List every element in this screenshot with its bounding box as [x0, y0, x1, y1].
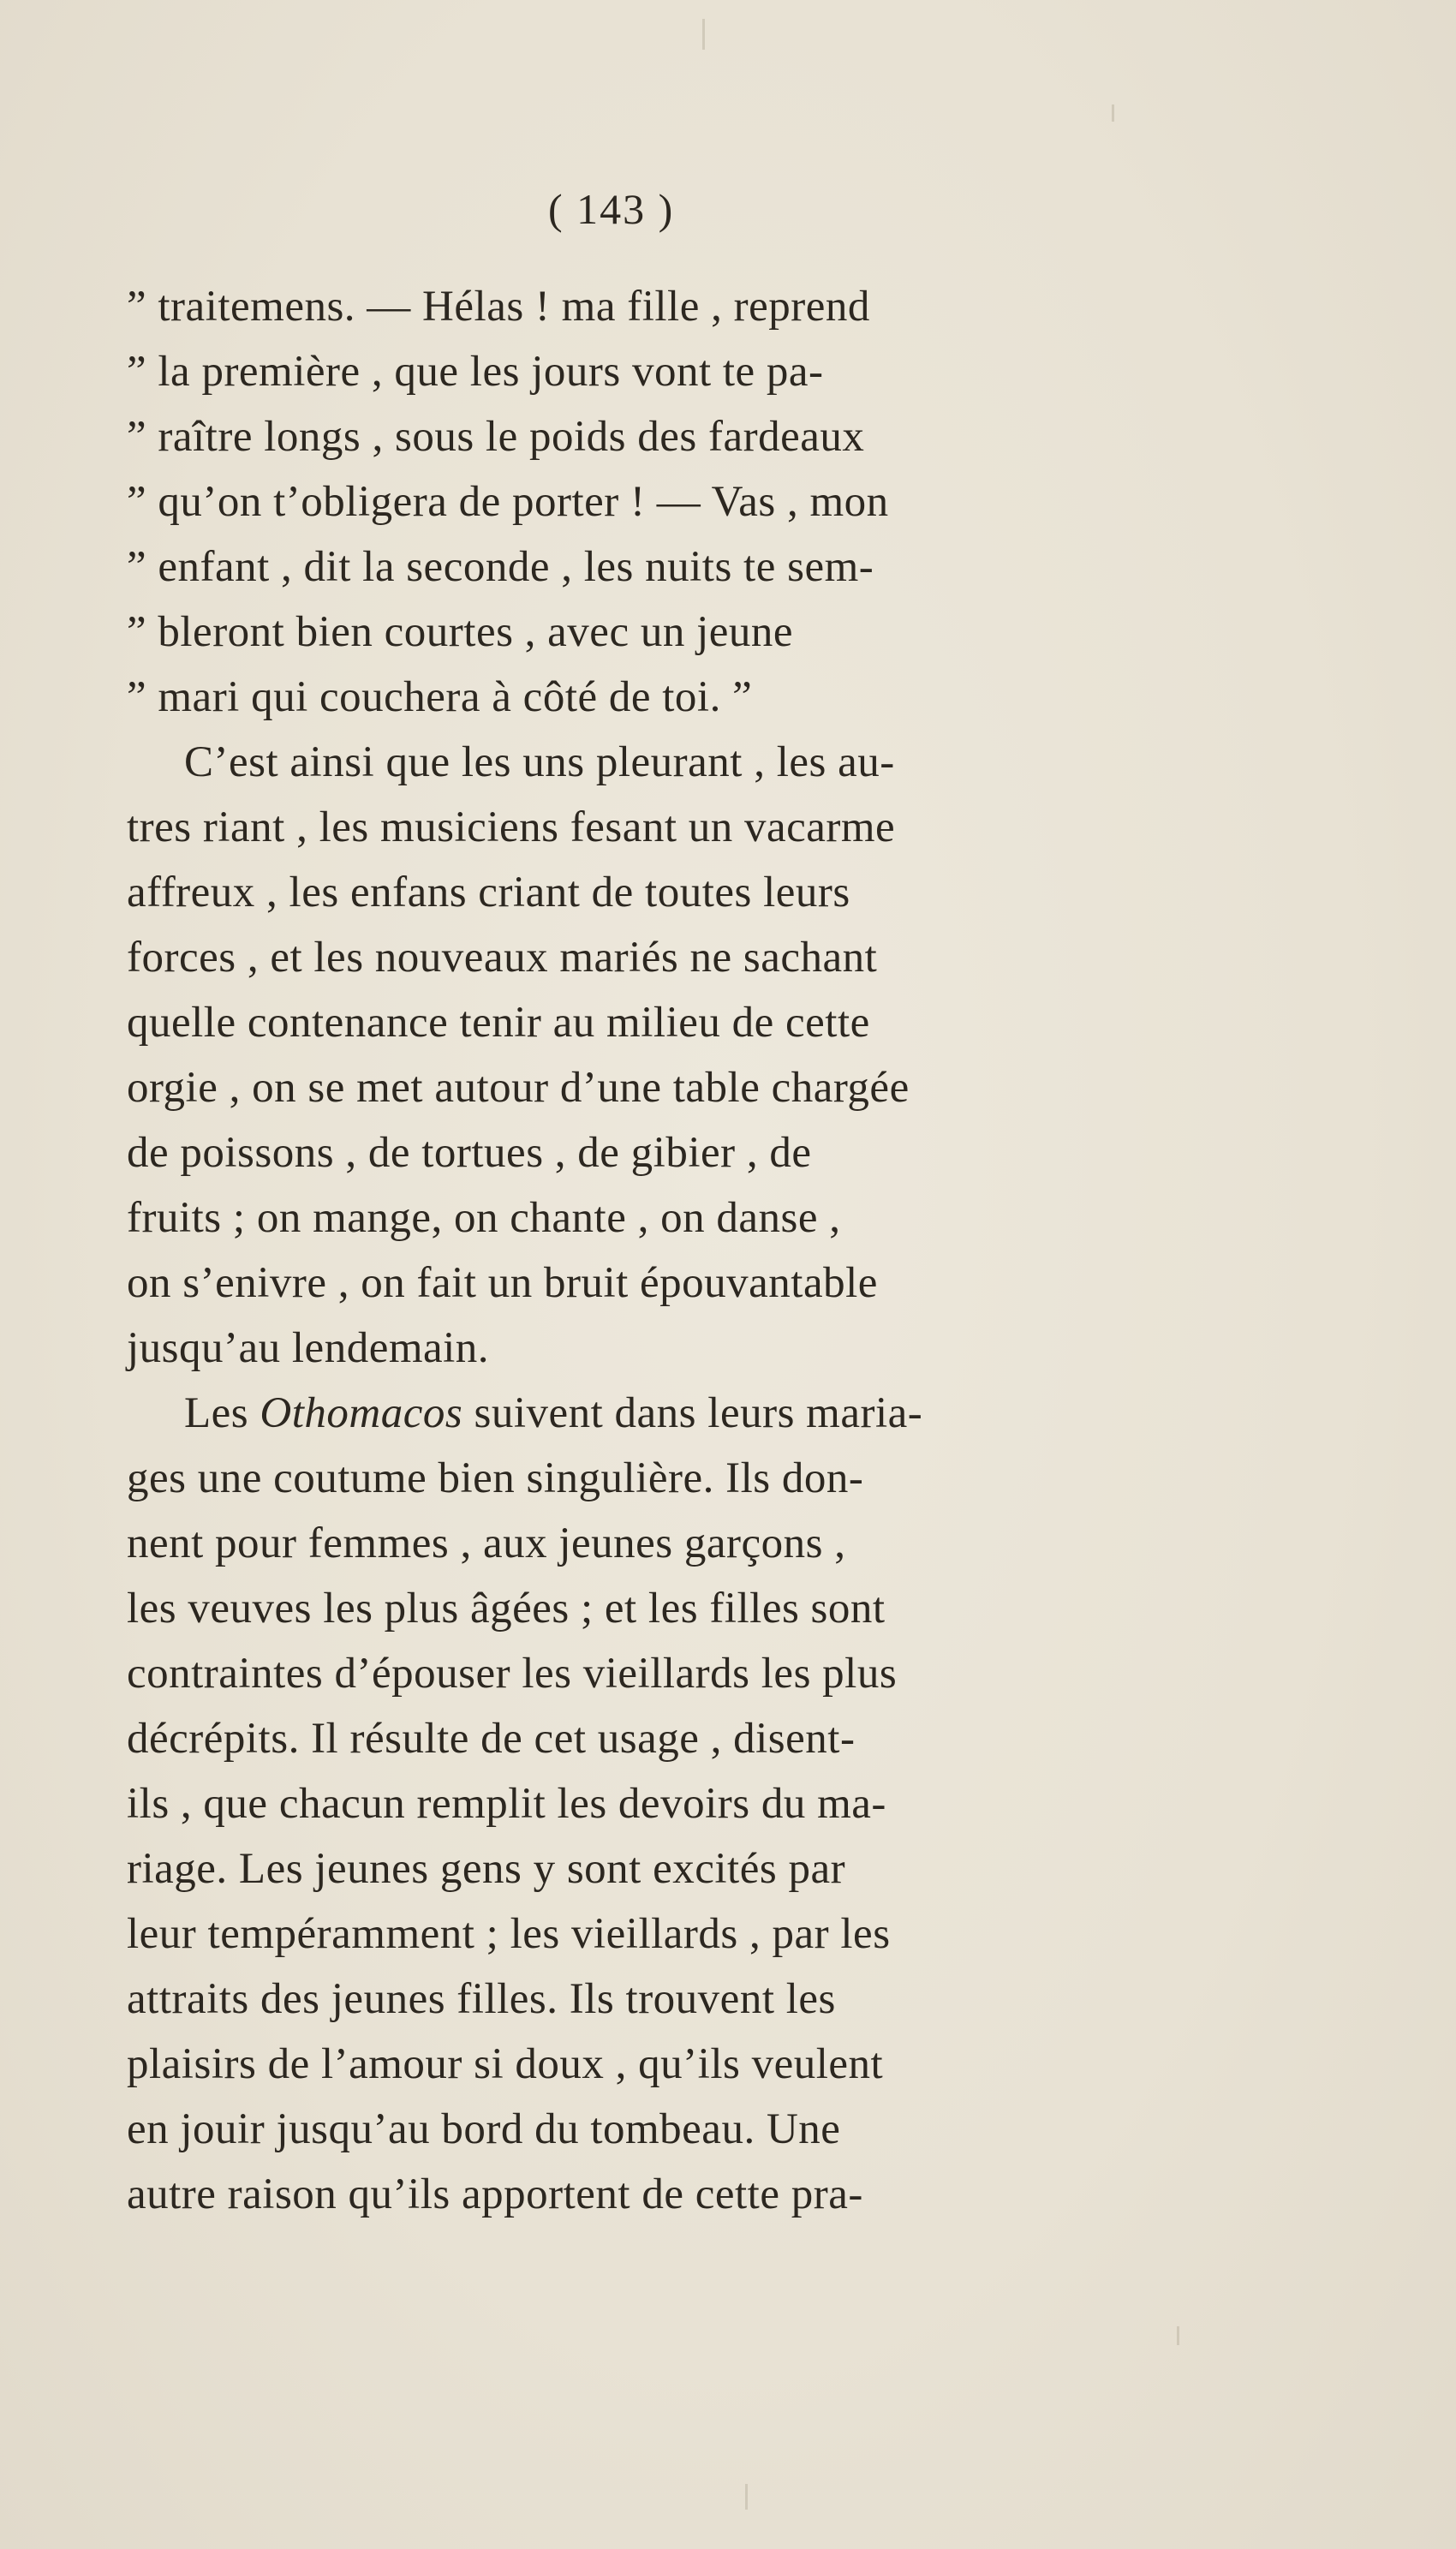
text-line: ” traitemens. — Hélas ! ma fille , reprend	[127, 283, 870, 331]
text-line: nent pour femmes , aux jeunes garçons ,	[127, 1519, 846, 1567]
text-line: on s’enivre , on fait un bruit épouvantable	[127, 1259, 878, 1307]
paper-mark	[702, 19, 705, 50]
text-line: quelle contenance tenir au milieu de cette	[127, 999, 870, 1047]
text-line: ” enfant , dit la seconde , les nuits te sem-	[127, 543, 874, 591]
text-line: ” raître longs , sous le poids des fardeaux	[127, 413, 865, 461]
text-line: tres riant , les musiciens fesant un vacarme	[127, 803, 896, 851]
text-line: ils , que chacun remplit les devoirs du ma-	[127, 1780, 886, 1828]
text-line: plaisirs de l’amour si doux , qu’ils veulent	[127, 2040, 884, 2088]
text-line: ges une coutume bien singulière. Ils don-	[127, 1454, 864, 1502]
text-line: ” qu’on t’obligera de porter ! — Vas , mon	[127, 478, 889, 526]
text-line: ” bleront bien courtes , avec un jeune	[127, 608, 794, 656]
paper-mark	[1177, 2326, 1179, 2345]
page-number-header: ( 143 )	[548, 185, 675, 233]
text-line: les veuves les plus âgées ; et les filles sont	[127, 1585, 886, 1633]
text-line: affreux , les enfans criant de toutes leurs	[127, 869, 850, 916]
text-line: orgie , on se met autour d’une table chargée	[127, 1064, 910, 1112]
text-line: leur tempéramment ; les vieillards , par les	[127, 1910, 891, 1958]
text-line: jusqu’au lendemain.	[127, 1324, 490, 1372]
paper-mark	[745, 2484, 748, 2510]
text-line: en jouir jusqu’au bord du tombeau. Une	[127, 2105, 841, 2153]
text-line: attraits des jeunes filles. Ils trouvent les	[127, 1975, 836, 2023]
text-line: de poissons , de tortues , de gibier , de	[127, 1129, 812, 1177]
italic-tribe-name: Othomacos	[260, 1389, 463, 1437]
paragraph-start-line	[184, 1381, 1203, 1446]
text-line: autre raison qu’ils apportent de cette pra-	[127, 2170, 863, 2218]
text-fragment: Les	[184, 1389, 260, 1437]
paragraph-start-line: C’est ainsi que les uns pleurant , les au-	[184, 738, 895, 786]
paper-mark	[1112, 104, 1114, 122]
text-line: ” la première , que les jours vont te pa-	[127, 348, 824, 396]
text-line: riage. Les jeunes gens y sont excités par	[127, 1845, 846, 1893]
text-line: ” mari qui couchera à côté de toi. ”	[127, 673, 753, 721]
text-line: contraintes d’épouser les vieillards les plus	[127, 1650, 898, 1698]
text-line: décrépits. Il résulte de cet usage , disent-	[127, 1715, 856, 1763]
text-line: fruits ; on mange, on chante , on danse ,	[127, 1194, 841, 1242]
text-fragment: suivent dans leurs maria-	[474, 1389, 923, 1437]
text-line: forces , et les nouveaux mariés ne sachant	[127, 934, 878, 982]
